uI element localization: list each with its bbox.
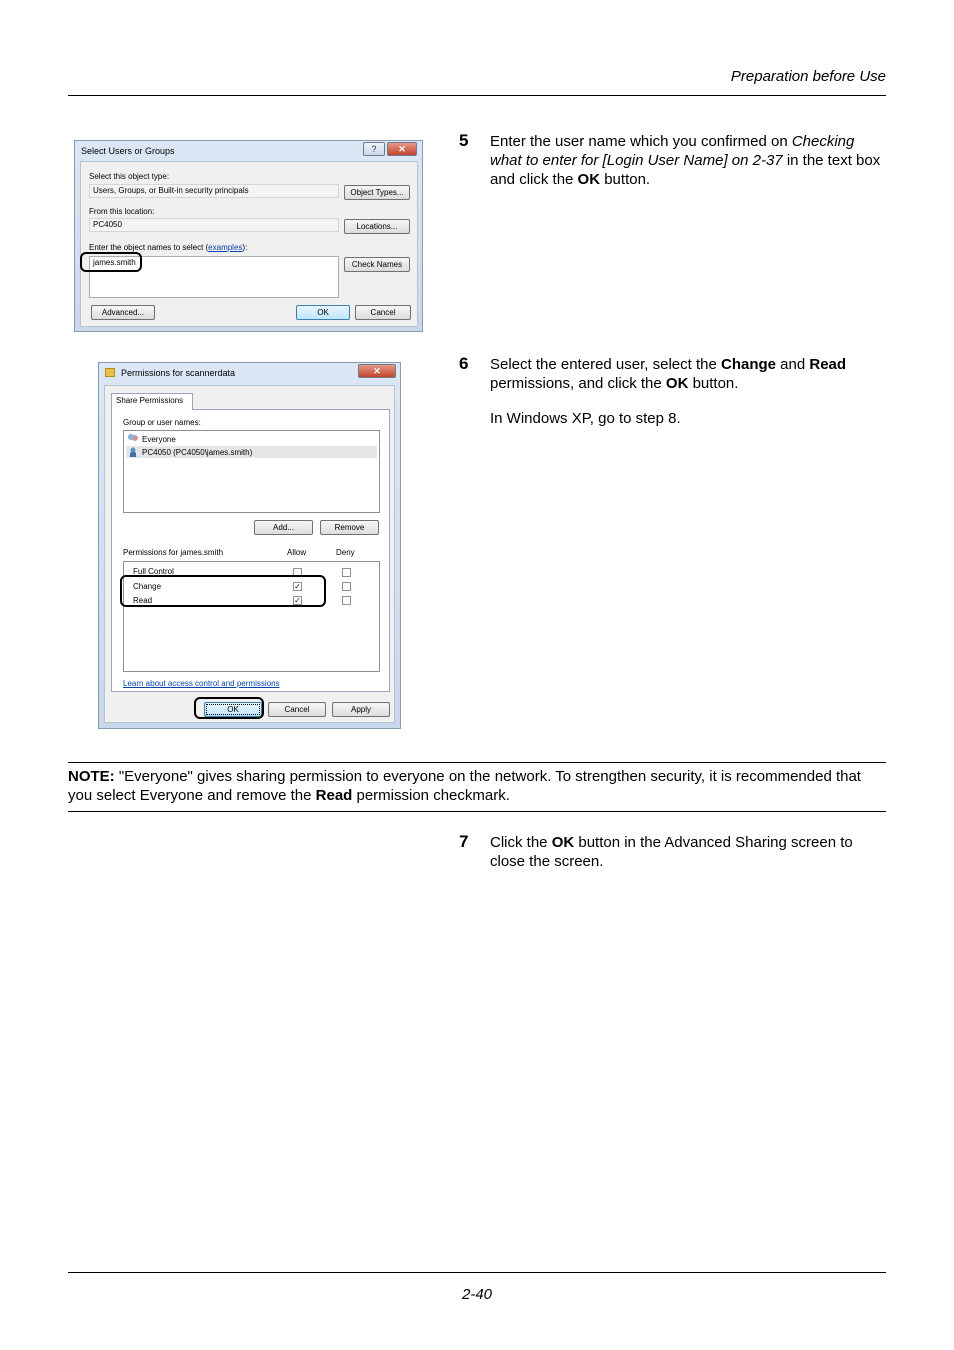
advanced-button[interactable]: Advanced... bbox=[91, 305, 155, 320]
permission-name: Full Control bbox=[133, 567, 174, 576]
permissions-for-label: Permissions for james.smith bbox=[123, 548, 224, 557]
object-names-label bbox=[89, 243, 247, 252]
permission-name: Change bbox=[133, 582, 162, 591]
dialog-title: Permissions for scannerdata bbox=[121, 368, 236, 378]
footer-rule bbox=[68, 1272, 886, 1273]
object-names-label-prefix: Enter the object names to select ( bbox=[89, 243, 209, 252]
allow-checkbox[interactable]: ✓ bbox=[294, 596, 301, 605]
user-name: PC4050 (PC4050\james.smith) bbox=[142, 448, 253, 457]
remove-button[interactable]: Remove bbox=[320, 520, 379, 535]
dialog-title: Select Users or Groups bbox=[81, 146, 175, 156]
note-label: NOTE: bbox=[68, 768, 115, 785]
step-7-bold: OK bbox=[551, 834, 575, 851]
highlight-permissions-ring bbox=[120, 575, 326, 607]
step-5-reference: Checking what to enter for [Login User Name] on 2-37 bbox=[490, 133, 855, 169]
note-bottom-rule bbox=[68, 811, 886, 812]
step-6-extra: In Windows XP, go to step 8. bbox=[490, 410, 681, 427]
ok-button[interactable]: OK bbox=[296, 305, 350, 320]
step-7-number: 7 bbox=[459, 832, 469, 851]
step-5-text bbox=[490, 132, 886, 189]
list-item[interactable] bbox=[126, 433, 377, 445]
deny-checkbox[interactable] bbox=[342, 596, 351, 605]
cancel-button[interactable]: Cancel bbox=[355, 305, 411, 320]
check-names-button[interactable]: Check Names bbox=[344, 257, 410, 272]
highlight-name-ring bbox=[80, 252, 142, 272]
note-text-b: permission checkmark. bbox=[352, 787, 510, 804]
list-item-selected[interactable] bbox=[126, 446, 377, 458]
group-icon bbox=[128, 434, 138, 444]
header-rule bbox=[68, 95, 886, 96]
dialog-body bbox=[80, 161, 418, 327]
tab-share-permissions[interactable]: Share Permissions bbox=[111, 393, 193, 410]
deny-header: Deny bbox=[336, 548, 355, 557]
location-label: From this location: bbox=[89, 207, 155, 216]
permissions-dialog bbox=[98, 362, 401, 729]
deny-checkbox[interactable] bbox=[342, 582, 351, 591]
user-name: Everyone bbox=[142, 435, 176, 444]
locations-button[interactable]: Locations... bbox=[344, 219, 410, 234]
step-6-bold-read: Read bbox=[809, 356, 847, 373]
step-7-text bbox=[490, 833, 886, 871]
step-5-text-c: button. bbox=[600, 171, 651, 188]
cancel-button[interactable]: Cancel bbox=[268, 702, 326, 717]
learn-more-link[interactable]: Learn about access control and permissions bbox=[123, 679, 280, 688]
step-7-text-b: button in the Advanced Sharing screen to close the screen. bbox=[490, 834, 853, 870]
dialog-body bbox=[104, 385, 395, 723]
step-6-text-b: and bbox=[776, 356, 810, 373]
object-names-input[interactable]: james.smith bbox=[89, 256, 339, 298]
highlight-ok-ring bbox=[194, 697, 264, 719]
close-button[interactable]: ✕ bbox=[358, 364, 396, 378]
step-7-text-a: Click the bbox=[490, 834, 552, 851]
group-names-label: Group or user names: bbox=[123, 418, 201, 427]
examples-link[interactable]: examples bbox=[208, 243, 243, 252]
note-top-rule bbox=[68, 762, 886, 763]
step-5-text-b: in the text box and click the bbox=[490, 152, 881, 188]
allow-checkbox[interactable]: ✓ bbox=[294, 582, 301, 591]
step-6-text-d: button. bbox=[688, 375, 739, 392]
step-6-bold-ok: OK bbox=[665, 375, 689, 392]
step-6-number: 6 bbox=[459, 354, 469, 373]
location-field: PC4050 bbox=[89, 218, 339, 232]
step-6-bold-change: Change bbox=[720, 356, 776, 373]
close-button[interactable]: ✕ bbox=[387, 142, 417, 156]
step-5-bold: OK bbox=[577, 171, 601, 188]
user-icon bbox=[128, 447, 138, 457]
note-text bbox=[68, 767, 886, 805]
step-6-text-a: Select the entered user, select the bbox=[490, 356, 721, 373]
permission-name: Read bbox=[133, 596, 153, 605]
add-button[interactable]: Add... bbox=[254, 520, 313, 535]
folder-icon bbox=[105, 368, 115, 377]
page-header-title: Preparation before Use bbox=[730, 68, 886, 85]
object-type-label: Select this object type: bbox=[89, 172, 170, 181]
allow-header: Allow bbox=[287, 548, 307, 557]
apply-button[interactable]: Apply bbox=[332, 702, 390, 717]
page-number: 2-40 bbox=[461, 1286, 493, 1303]
object-type-field: Users, Groups, or Built-in security principals bbox=[89, 184, 339, 198]
note-bold: Read bbox=[315, 787, 353, 804]
help-button[interactable]: ? bbox=[363, 142, 385, 156]
object-names-label-suffix: ): bbox=[242, 243, 248, 252]
select-users-dialog bbox=[74, 140, 423, 332]
deny-checkbox[interactable] bbox=[342, 568, 351, 577]
object-types-button[interactable]: Object Types... bbox=[344, 185, 410, 200]
step-5-text-a: Enter the user name which you confirmed on bbox=[490, 133, 792, 150]
step-5-number: 5 bbox=[459, 131, 469, 150]
note-text-a: "Everyone" gives sharing permission to everyone on the network. To strengthen security, it is recommended that you select Everyone and remove the bbox=[68, 768, 861, 804]
step-6-text-c: permissions, and click the bbox=[490, 375, 666, 392]
ok-button[interactable]: OK bbox=[204, 702, 262, 717]
user-list bbox=[123, 430, 380, 513]
step-6-text bbox=[490, 355, 886, 393]
